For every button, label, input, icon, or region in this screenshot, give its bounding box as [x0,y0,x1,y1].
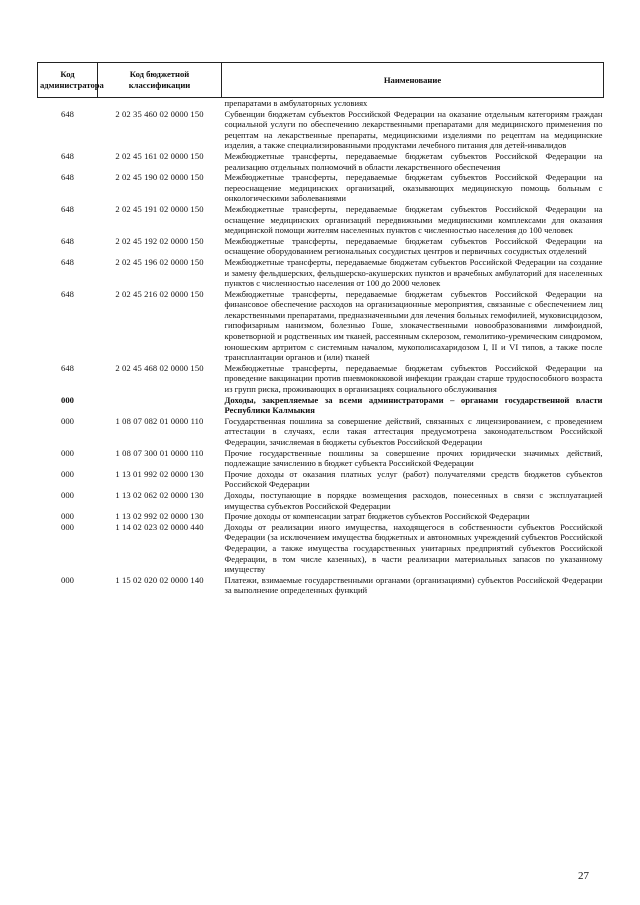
kbk-cell: 2 02 45 192 02 0000 150 [115,235,204,246]
table-row [38,172,604,204]
kbk-cell: 2 02 45 190 02 0000 150 [115,172,204,183]
table-row [38,257,604,289]
admin-code-cell: 648 [61,362,74,373]
kbk-cell [98,395,222,416]
admin-code-cell: 000 [61,468,74,479]
admin-code-cell: 000 [61,574,74,585]
admin-code-cell: 000 [61,447,74,458]
table-row [38,490,604,511]
admin-code-cell: 000 [61,489,74,500]
kbk-cell: 1 08 07 082 01 0000 110 [115,415,204,426]
header-kbk: Код бюджетной классификации [98,63,222,98]
kbk-cell: 2 02 45 468 02 0000 150 [115,362,204,373]
continuation-kbk [98,98,222,109]
budget-table-page [37,62,603,596]
name-cell: Межбюджетные трансферты, передаваемые бюджетам субъектов Российской Федерации на оснащение медицинских организаций передвижными медицинскими комплексами для оказания медицинской помощи жителям населенных пунктов с численностью населения до 100 человек [224,203,603,236]
admin-code-cell: 648 [61,150,74,161]
table-row [38,575,604,596]
name-cell: Межбюджетные трансферты, передаваемые бюджетам субъектов Российской Федерации на проведение вакцинации против пневмококковой инфекции граждан старше трудоспособного возраста из групп риска, проживающих в организациях социального обслуживания [224,362,603,395]
kbk-cell: 1 13 02 992 02 0000 130 [115,511,204,522]
table-row [38,522,604,575]
name-cell: Прочие доходы от компенсации затрат бюджетов субъектов Российской Федерации [224,511,530,522]
name-cell: Межбюджетные трансферты, передаваемые бюджетам субъектов Российской Федерации на оснащение оборудованием региональных сосудистых центров и первичных сосудистых отделений [224,235,603,257]
name-cell: Субвенции бюджетам субъектов Российской Федерации на оказание отдельным категориям граждан социальной услуги по обеспечению лекарственными препаратами для медицинского применения по рецептам на лекарственные препараты, медицинскими изделиями по рецептам на медицинские изделия, а также специализированными продуктами лечебного питания для детей-инвалидов [224,108,603,151]
table-row [38,204,604,236]
table-header-row [38,63,604,98]
header-name: Наименование [222,63,604,98]
continuation-row [38,98,604,109]
table-row [38,109,604,151]
name-cell: Прочие государственные пошлины за совершение прочих юридически значимых действий, подлежащие зачислению в бюджет субъекта Российской Федерации [224,447,603,469]
admin-code-cell: 648 [61,288,74,299]
admin-code-cell: 648 [61,235,74,246]
header-admin-code: Код администратора [38,63,98,98]
admin-code-cell: 000 [61,511,74,522]
name-cell: Межбюджетные трансферты, передаваемые бюджетам субъектов Российской Федерации на реализацию отдельных полномочий в области лекарственного обеспечения [224,150,603,172]
name-cell: Доходы от реализации иного имущества, находящегося в собственности субъектов Российской Федерации (за исключением имущества бюджетных и автономных учреждений субъектов Российской Федерации, а также имущества государственных унитарных предприятий субъектов Российской Федерации, в том числе казенных), в части реализации материальных запасов по указанному имуществу [224,521,603,575]
kbk-cell: 1 08 07 300 01 0000 110 [115,447,204,458]
admin-code-cell: 648 [61,256,74,267]
kbk-cell: 1 13 01 992 02 0000 130 [115,468,204,479]
kbk-cell: 1 13 02 062 02 0000 130 [115,489,204,500]
admin-code-cell: 648 [61,203,74,214]
name-cell: Доходы, поступающие в порядке возмещения расходов, понесенных в связи с эксплуатацией имущества субъектов Российской Федерации [224,489,603,511]
name-cell: Межбюджетные трансферты, передаваемые бюджетам субъектов Российской Федерации на переоснащение медицинских организаций, оказывающих медицинскую помощь больным с онкологическими заболеваниями [224,172,603,204]
kbk-cell: 2 02 45 191 02 0000 150 [115,203,204,214]
name-cell: Прочие доходы от оказания платных услуг (работ) получателями средств бюджетов субъектов Российской Федерации [224,468,603,490]
admin-code-cell: 000 [61,521,74,532]
kbk-cell: 2 02 35 460 02 0000 150 [115,108,204,119]
table-row [38,416,604,448]
table-row [38,151,604,172]
kbk-cell: 1 14 02 023 02 0000 440 [115,521,204,532]
page-number: 27 [578,870,589,882]
table-row [38,236,604,257]
table-row [38,289,604,363]
name-cell: Межбюджетные трансферты, передаваемые бюджетам субъектов Российской Федерации на создание и замену фельдшерских, фельдшерско-акушерских пунктов и врачебных амбулаторий для населенных пунктов с численностью населения от 100 до 2000 человек [224,256,603,289]
budget-classification-table [37,62,604,596]
name-cell: Платежи, взимаемые государственными органами (организациями) субъектов Российской Федерации за выполнение определенных функций [224,574,603,596]
name-cell: Доходы, закрепляемые за всеми администраторами – органами государственной власти Республики Калмыкия [224,394,603,416]
kbk-cell: 2 02 45 196 02 0000 150 [115,256,204,267]
table-body [38,98,604,596]
continuation-admin [38,98,98,109]
continuation-text: препаратами в амбулаторных условиях [224,98,368,108]
table-row [38,395,604,416]
admin-code-cell: 000 [61,415,74,426]
kbk-cell: 1 15 02 020 02 0000 140 [115,574,204,585]
table-row [38,363,604,395]
table-row [38,511,604,522]
admin-code-cell: 648 [61,108,74,119]
kbk-cell: 2 02 45 216 02 0000 150 [115,288,204,299]
name-cell: Межбюджетные трансферты, передаваемые бюджетам субъектов Российской Федерации на финансовое обеспечение расходов на организационные мероприятия, связанные с обеспечением лиц лекарственными препаратами, предназначенными для лечения больных гемофилией, муковисцидозом, гипофизарным нанизмом, болезнью Гоше, злокачественными новообразованиями лимфоидной, кроветворной и родственных им тканей, рассеянным склерозом, гемолитико-уремическим синдромом, юношеским артритом с системным началом, мукополисахаридозом I, II и VI типов, а также после трансплантации органов и (или) тканей [224,288,603,363]
table-row [38,448,604,469]
name-cell: Государственная пошлина за совершение действий, связанных с лицензированием, с проведением аттестации в случаях, если такая аттестация предусмотрена законодательством Российской Федерации, зачисляемая в бюджеты субъектов Российской Федерации [224,415,603,447]
admin-code-cell: 648 [61,172,74,183]
table-row [38,469,604,490]
admin-code-cell: 000 [61,394,74,405]
kbk-cell: 2 02 45 161 02 0000 150 [115,150,204,161]
